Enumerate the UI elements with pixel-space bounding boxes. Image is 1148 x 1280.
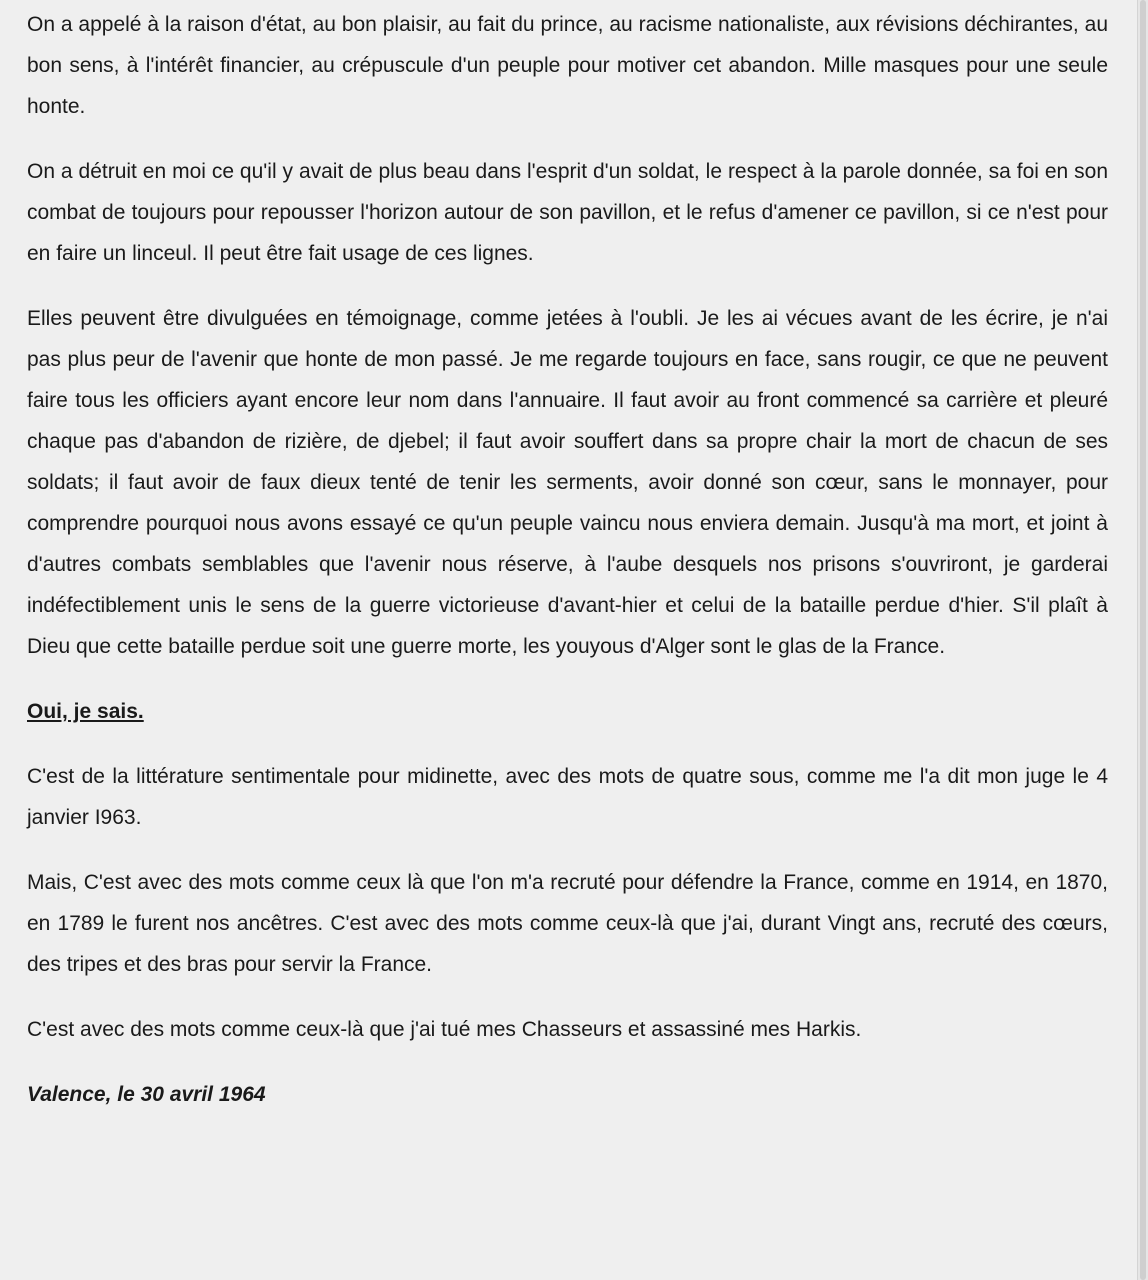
paragraph-destruction: On a détruit en moi ce qu'il y avait de plus beau dans l'esprit d'un soldat, le respect à la parole donnée, sa foi en son combat de toujours pour repousser l'horizon autour de son pavillon, et le refus d'amener ce pavillon, si ce n'est pour en faire un linceul. Il peut être fait usage de ces lignes.	[27, 160, 1108, 265]
paragraph-chasseurs: C'est avec des mots comme ceux-là que j'ai tué mes Chasseurs et assassiné mes Harkis.	[27, 1018, 862, 1041]
scrollbar-thumb[interactable]	[1140, 0, 1146, 1280]
paragraph-literature: C'est de la littérature sentimentale pour midinette, avec des mots de quatre sous, comme me l'a dit mon juge le 4 janvier I963.	[27, 765, 1108, 829]
signature-line: Valence, le 30 avril 1964	[27, 1083, 266, 1106]
paragraph-testimony: Elles peuvent être divulguées en témoignage, comme jetées à l'oubli. Je les ai vécues avant de les écrire, je n'ai pas plus peur de l'avenir que honte de mon passé. Je me regarde toujours en face, sans rougir, ce que ne peuvent faire tous les officiers ayant encore leur nom dans l'annuaire. Il faut avoir au front commencé sa carrière et pleuré chaque pas d'abandon de rizière, de djebel; il faut avoir souffert dans sa propre chair la mort de chacun de ses soldats; il faut avoir de faux dieux tenté de tenir les serments, avoir donné son cœur, sans le monnayer, pour comprendre pourquoi nous avons essayé ce qu'un peuple vaincu nous enviera demain. Jusqu'à ma mort, et joint à d'autres combats semblables que l'avenir nous réserve, à l'aube desquels nos prisons s'ouvriront, je garderai indéfectiblement unis le sens de la guerre victorieuse d'avant-hier et celui de la bataille perdue d'hier. S'il plaît à Dieu que cette bataille perdue soit une guerre morte, les youyous d'Alger sont le glas de la France.	[27, 307, 1108, 658]
section-heading: Oui, je sais.	[27, 700, 144, 723]
paragraph-words: Mais, C'est avec des mots comme ceux là que l'on m'a recruté pour défendre la France, comme en 1914, en 1870, en 1789 le furent nos ancêtres. C'est avec des mots comme ceux-là que j'ai, durant Vingt ans, recruté des cœurs, des tripes et des bras pour servir la France.	[27, 871, 1108, 976]
paragraph-abandon: On a appelé à la raison d'état, au bon plaisir, au fait du prince, au racisme nationaliste, aux révisions déchirantes, au bon sens, à l'intérêt financier, au crépuscule d'un peuple pour motiver cet abandon. Mille masques pour une seule honte.	[27, 13, 1108, 118]
vertical-scrollbar[interactable]	[1137, 0, 1148, 1280]
